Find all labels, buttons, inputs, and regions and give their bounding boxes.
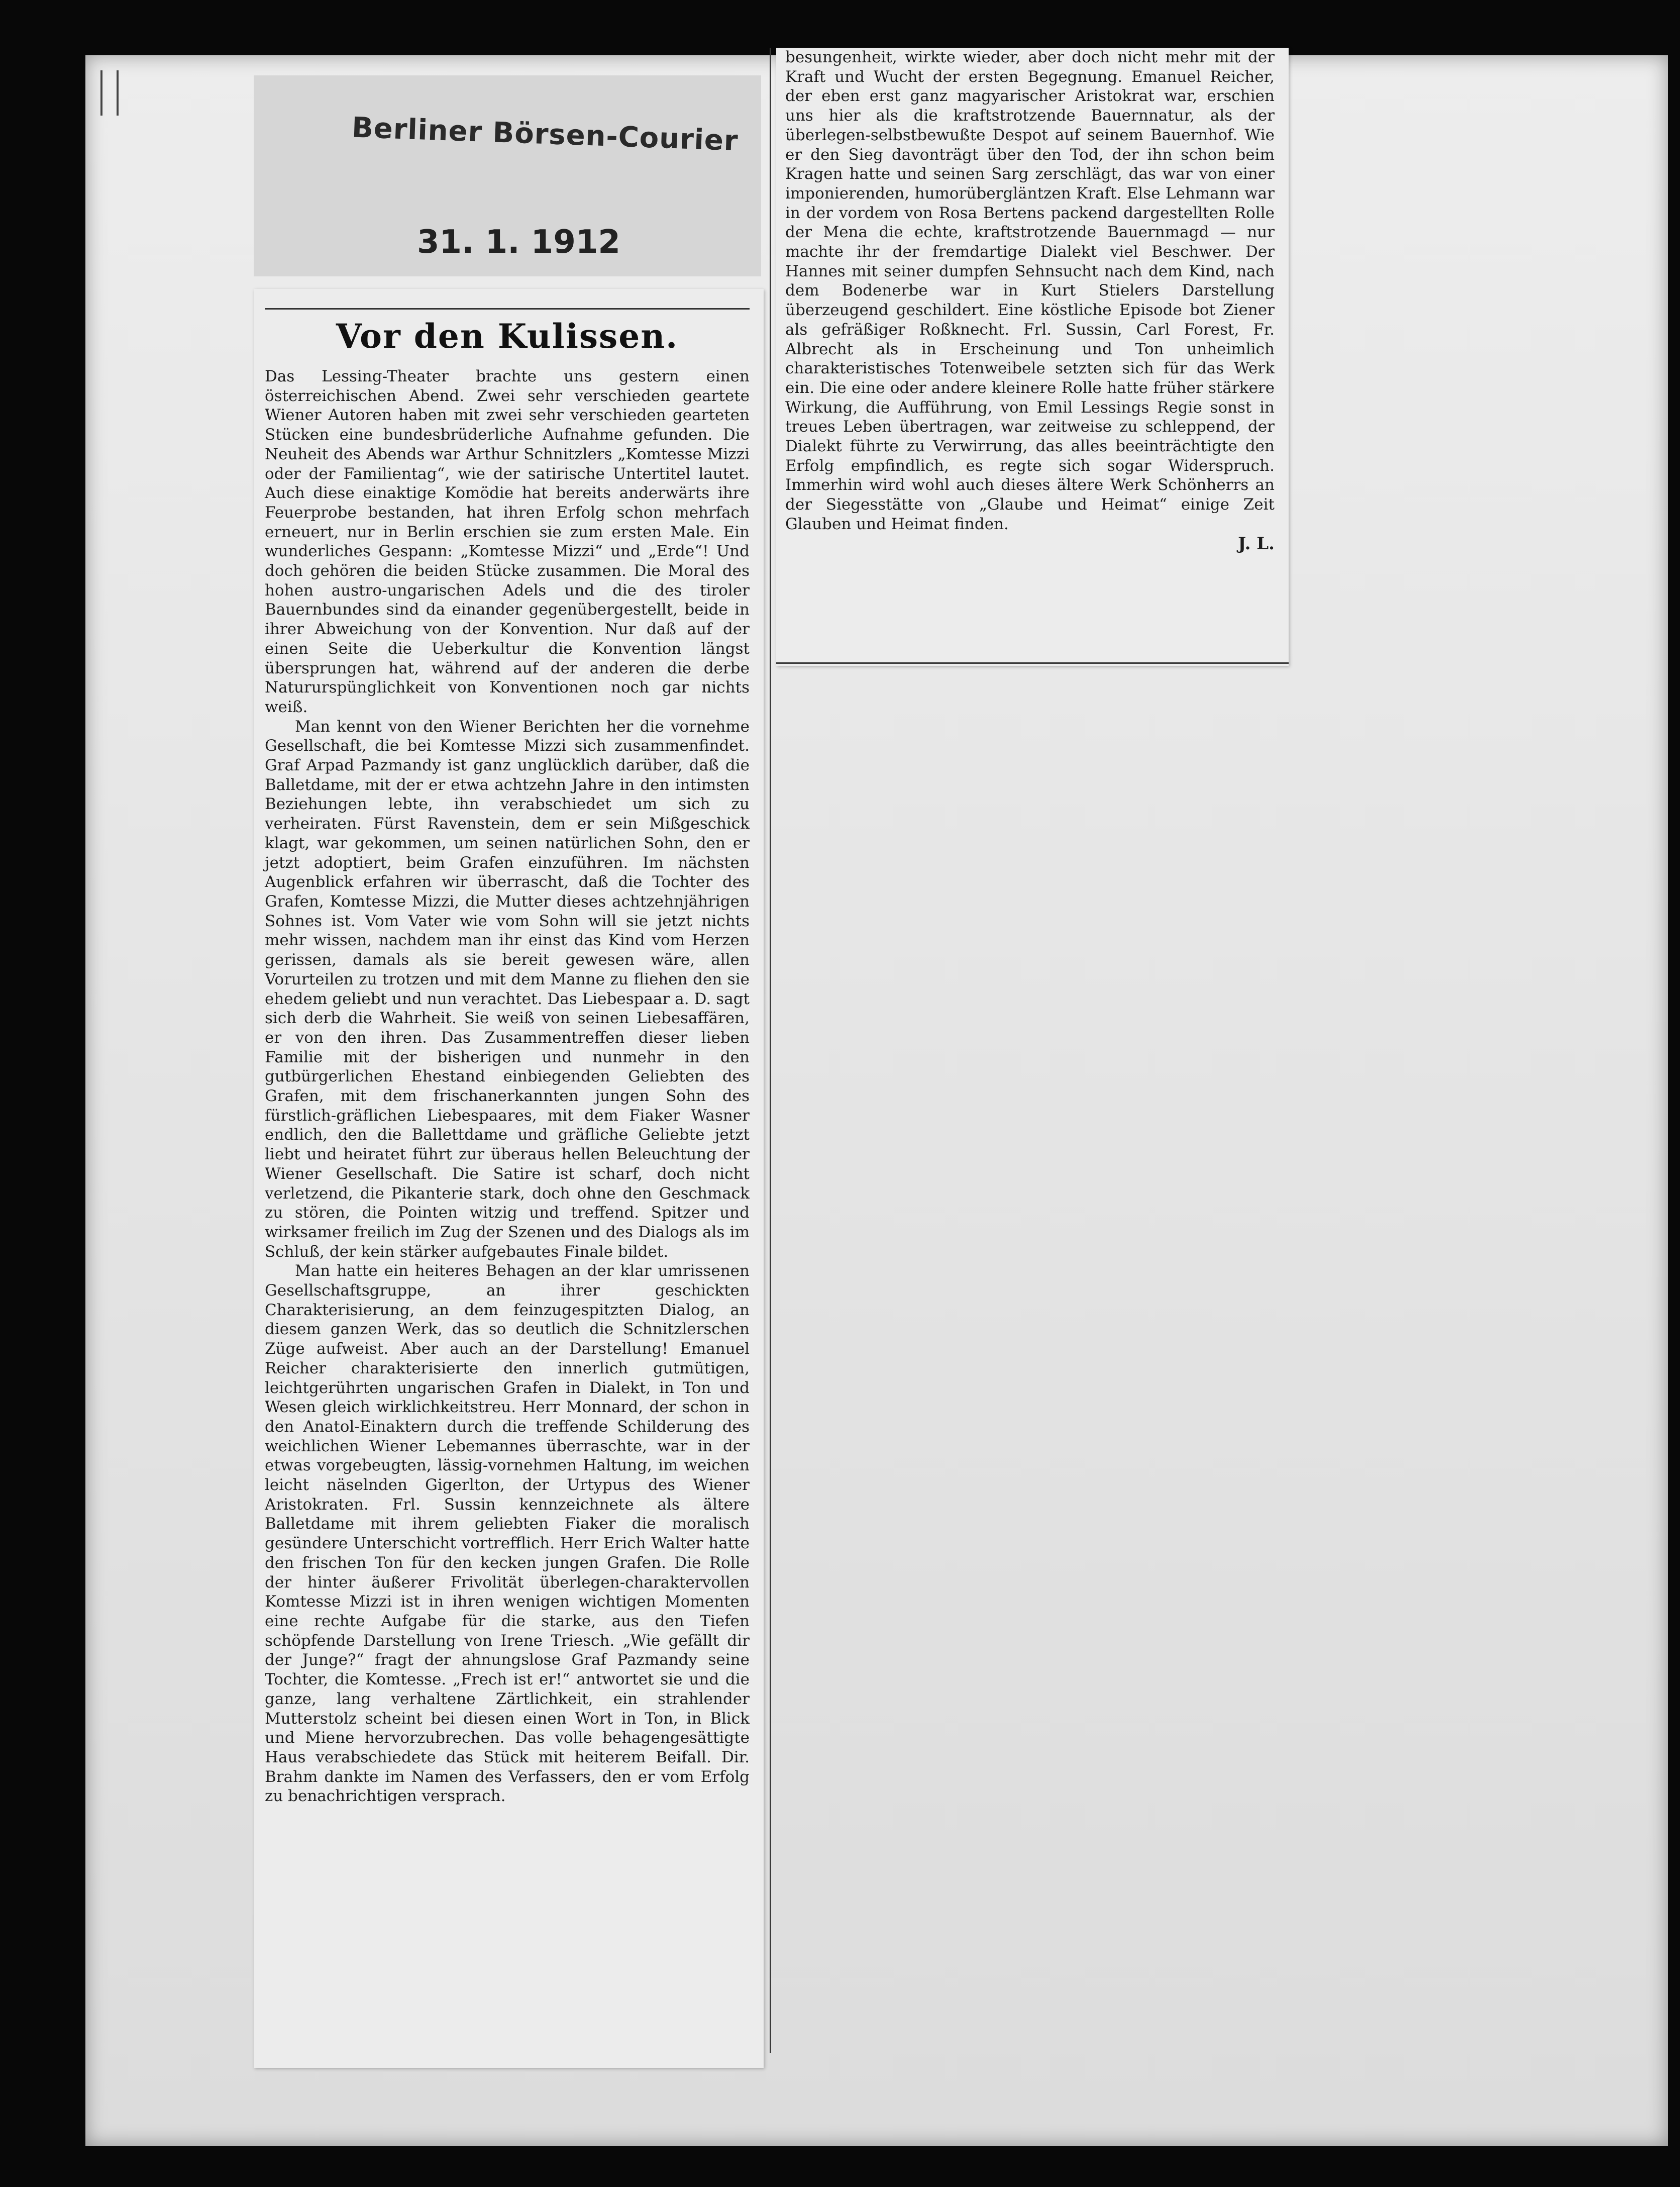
clipping-cut-edge (776, 662, 1289, 664)
column-2-text (785, 48, 1275, 553)
clipping-column-1 (254, 289, 764, 2068)
corner-register-mark (100, 70, 119, 116)
author-signature: J. L. (1238, 533, 1275, 554)
paragraph-3: Man hatte ein heiteres Behagen an der klar umrissenen Gesellschaftsgruppe, an ihrer geschickten Charakterisierung, an dem feinzugespitzten Dialog, an diesem ganzen Werk, das so deutlich die Schnitzlerschen Züge aufweist. Aber auch an der Darstellung! Emanuel Reicher charakterisierte den innerlich gutmütigen, leichtgerührten ungarischen Grafen in Dialekt, in Ton und Wesen gleich wirklichkeitstreu. Herr Monnard, der schon in den Anatol-Einaktern durch die treffende Schilderung des weichlichen Wiener Lebemannes überraschte, war in der etwas vorgebeugten, lässig-vornehmen Haltung, im weichen leicht näselnden Gigerlton, der Urtypus des Wiener Aristokraten. Frl. Sussin kennzeichnete als ältere Balletdame mit ihrem geliebten Fiaker die moralisch gesündere Unterschicht vortrefflich. Herr Erich Walter hatte den frischen Ton für den kecken jungen Grafen. Die Rolle der hinter äußerer Frivolität überlegen-charaktervollen Komtesse Mizzi ist in ihren wenigen wichtigen Momenten eine rechte Aufgabe für die starke, aus den Tiefen schöpfende Darstellung von Irene Triesch. „Wie gefällt dir der Junge?“ fragt der ahnungslose Graf Pazmandy seine Tochter, die Komtesse. „Frech ist er!“ antwortet sie und die ganze, lang verhaltene Zärtlichkeit, ein strahlender Mutterstolz scheint bei diesen einen Wort in Ton, in Blick und Miene hervorzubrechen. Das volle behagengesättigte Haus verabschiedete das Stück mit heiterem Beifall. Dir. Brahm dankte im Namen des Verfassers, den er vom Erfolg zu benachrichtigen versprach. (265, 1262, 750, 1806)
column-1-text (265, 367, 750, 1806)
article-title: Vor den Kulissen. (265, 308, 750, 356)
paragraph-continuation: besungenheit, wirkte wieder, aber doch nicht mehr mit der Kraft und Wucht der ersten Begegnung. Emanuel Reicher, der eben erst ganz magyarischer Aristokrat war, erschien uns hier als die kraftstrotzende Bauernnatur, als der überlegen-selbstbewußte Despot auf seinem Bauernhof. Wie er den Sieg davonträgt über den Tod, der ihn schon beim Kragen hatte und seinen Sarg zerschlägt, das war von einer imponierenden, humorübergläntzen Kraft. Else Lehmann war in der vordem von Rosa Bertens packend dargestellten Rolle der Mena die echte, kraftstrotzende Bauernmagd — nur machte ihr der fremdartige Dialekt viel Beschwer. Der Hannes mit seiner dumpfen Sehnsucht nach dem Kind, nach dem Bodenerbe war in Kurt Stielers Darstellung überzeugend geschildert. Eine köstliche Episode bot Ziener als gefräßiger Roßknecht. Frl. Sussin, Carl Forest, Fr. Albrecht als in Erscheinung und Ton unheimlich charakteristisches Totenweibele setzten sich für das Werk ein. Die eine oder andere kleinere Rolle hatte früher stärkere Wirkung, die Aufführung, von Emil Lessings Regie sonst in treues Leben übertragen, war zeitweise zu schleppend, der Dialekt führte zu Verwirrung, das alles beeinträchtigte den Erfolg empfindlich, es regte sich sogar Widerspruch. Immerhin wird wohl auch dieses ältere Werk Schönherrs an der Siegesstätte von „Glaube und Heimat“ einige Zeit Glauben und Heimat finden. (785, 48, 1275, 533)
paragraph-2: Man kennt von den Wiener Berichten her die vornehme Gesellschaft, die bei Komtesse Mizzi sich zusammenfindet. Graf Arpad Pazmandy ist ganz unglücklich darüber, daß die Balletdame, mit der er etwa achtzehn Jahre in den intimsten Beziehungen lebte, ihn verabschiedet um sich zu verheiraten. Fürst Ravenstein, dem er sein Mißgeschick klagt, war gekommen, um seinen natürlichen Sohn, den er jetzt adoptiert, beim Grafen einzuführen. Im nächsten Augenblick erfahren wir überrascht, daß die Tochter des Grafen, Komtesse Mizzi, die Mutter dieses achtzehnjährigen Sohnes ist. Vom Vater wie vom Sohn will sie jetzt nichts mehr wissen, nachdem man ihr einst das Kind vom Herzen gerissen, damals als sie bereit gewesen wäre, allen Vorurteilen zu trotzen und mit dem Manne zu fliehen den sie ehedem geliebt und nun verachtet. Das Liebespaar a. D. sagt sich derb die Wahrheit. Sie weiß von seinen Liebesaffären, er von den ihren. Das Zusammentreffen dieser lieben Familie mit der bisherigen und nunmehr in den gutbürgerlichen Ehestand einbiegenden Geliebten des Grafen, mit dem frischanerkannten jungen Sohn des fürstlich-gräflichen Liebespaares, mit dem Fiaker Wasner endlich, den die Ballettdame und gräfliche Geliebte jetzt liebt und heiratet führt zur überaus hellen Beleuchtung der Wiener Gesellschaft. Die Satire ist scharf, doch nicht verletzend, die Pikanterie stark, doch ohne den Geschmack zu stören, die Pointen witzig und treffend. Spitzer und wirksamer freilich im Zug der Szenen und des Dialogs als im Schluß, der kein stärker aufgebautes Finale bildet. (265, 717, 750, 1261)
column-divider (770, 48, 771, 2053)
clipping-column-2 (776, 48, 1289, 666)
paragraph-1: Das Lessing-Theater brachte uns gestern einen österreichischen Abend. Zwei sehr verschieden geartete Wiener Autoren haben mit zwei sehr verschieden gearteten Stücken eine bundesbrüderliche Aufnahme gefunden. Die Neuheit des Abends war Arthur Schnitzlers „Komtesse Mizzi oder der Familientag“, wie der satirische Untertitel lautet. Auch diese einaktige Komödie hat bereits anderwärts ihre Feuerprobe bestanden, hat ihren Erfolg schon mehrfach erneuert, nur in Berlin erschien sie zum ersten Male. Ein wunderliches Gespann: „Komtesse Mizzi“ und „Erde“! Und doch gehören die beiden Stücke zusammen. Die Moral des hohen austro-ungarischen Adels und die des tiroler Bauernbundes sind da einander gegenübergestellt, beide in ihrer Abweichung von der Konvention. Nur daß auf der einen Seite die Ueberkultur die Konvention längst übersprungen hat, während auf der anderen die derbe Natururspünglichkeit von Konventionen noch gar nichts weiß. (265, 367, 750, 716)
newspaper-name: Berliner Börsen-Courier (351, 111, 739, 158)
date-stamp: 31. 1. 1912 (417, 224, 620, 261)
